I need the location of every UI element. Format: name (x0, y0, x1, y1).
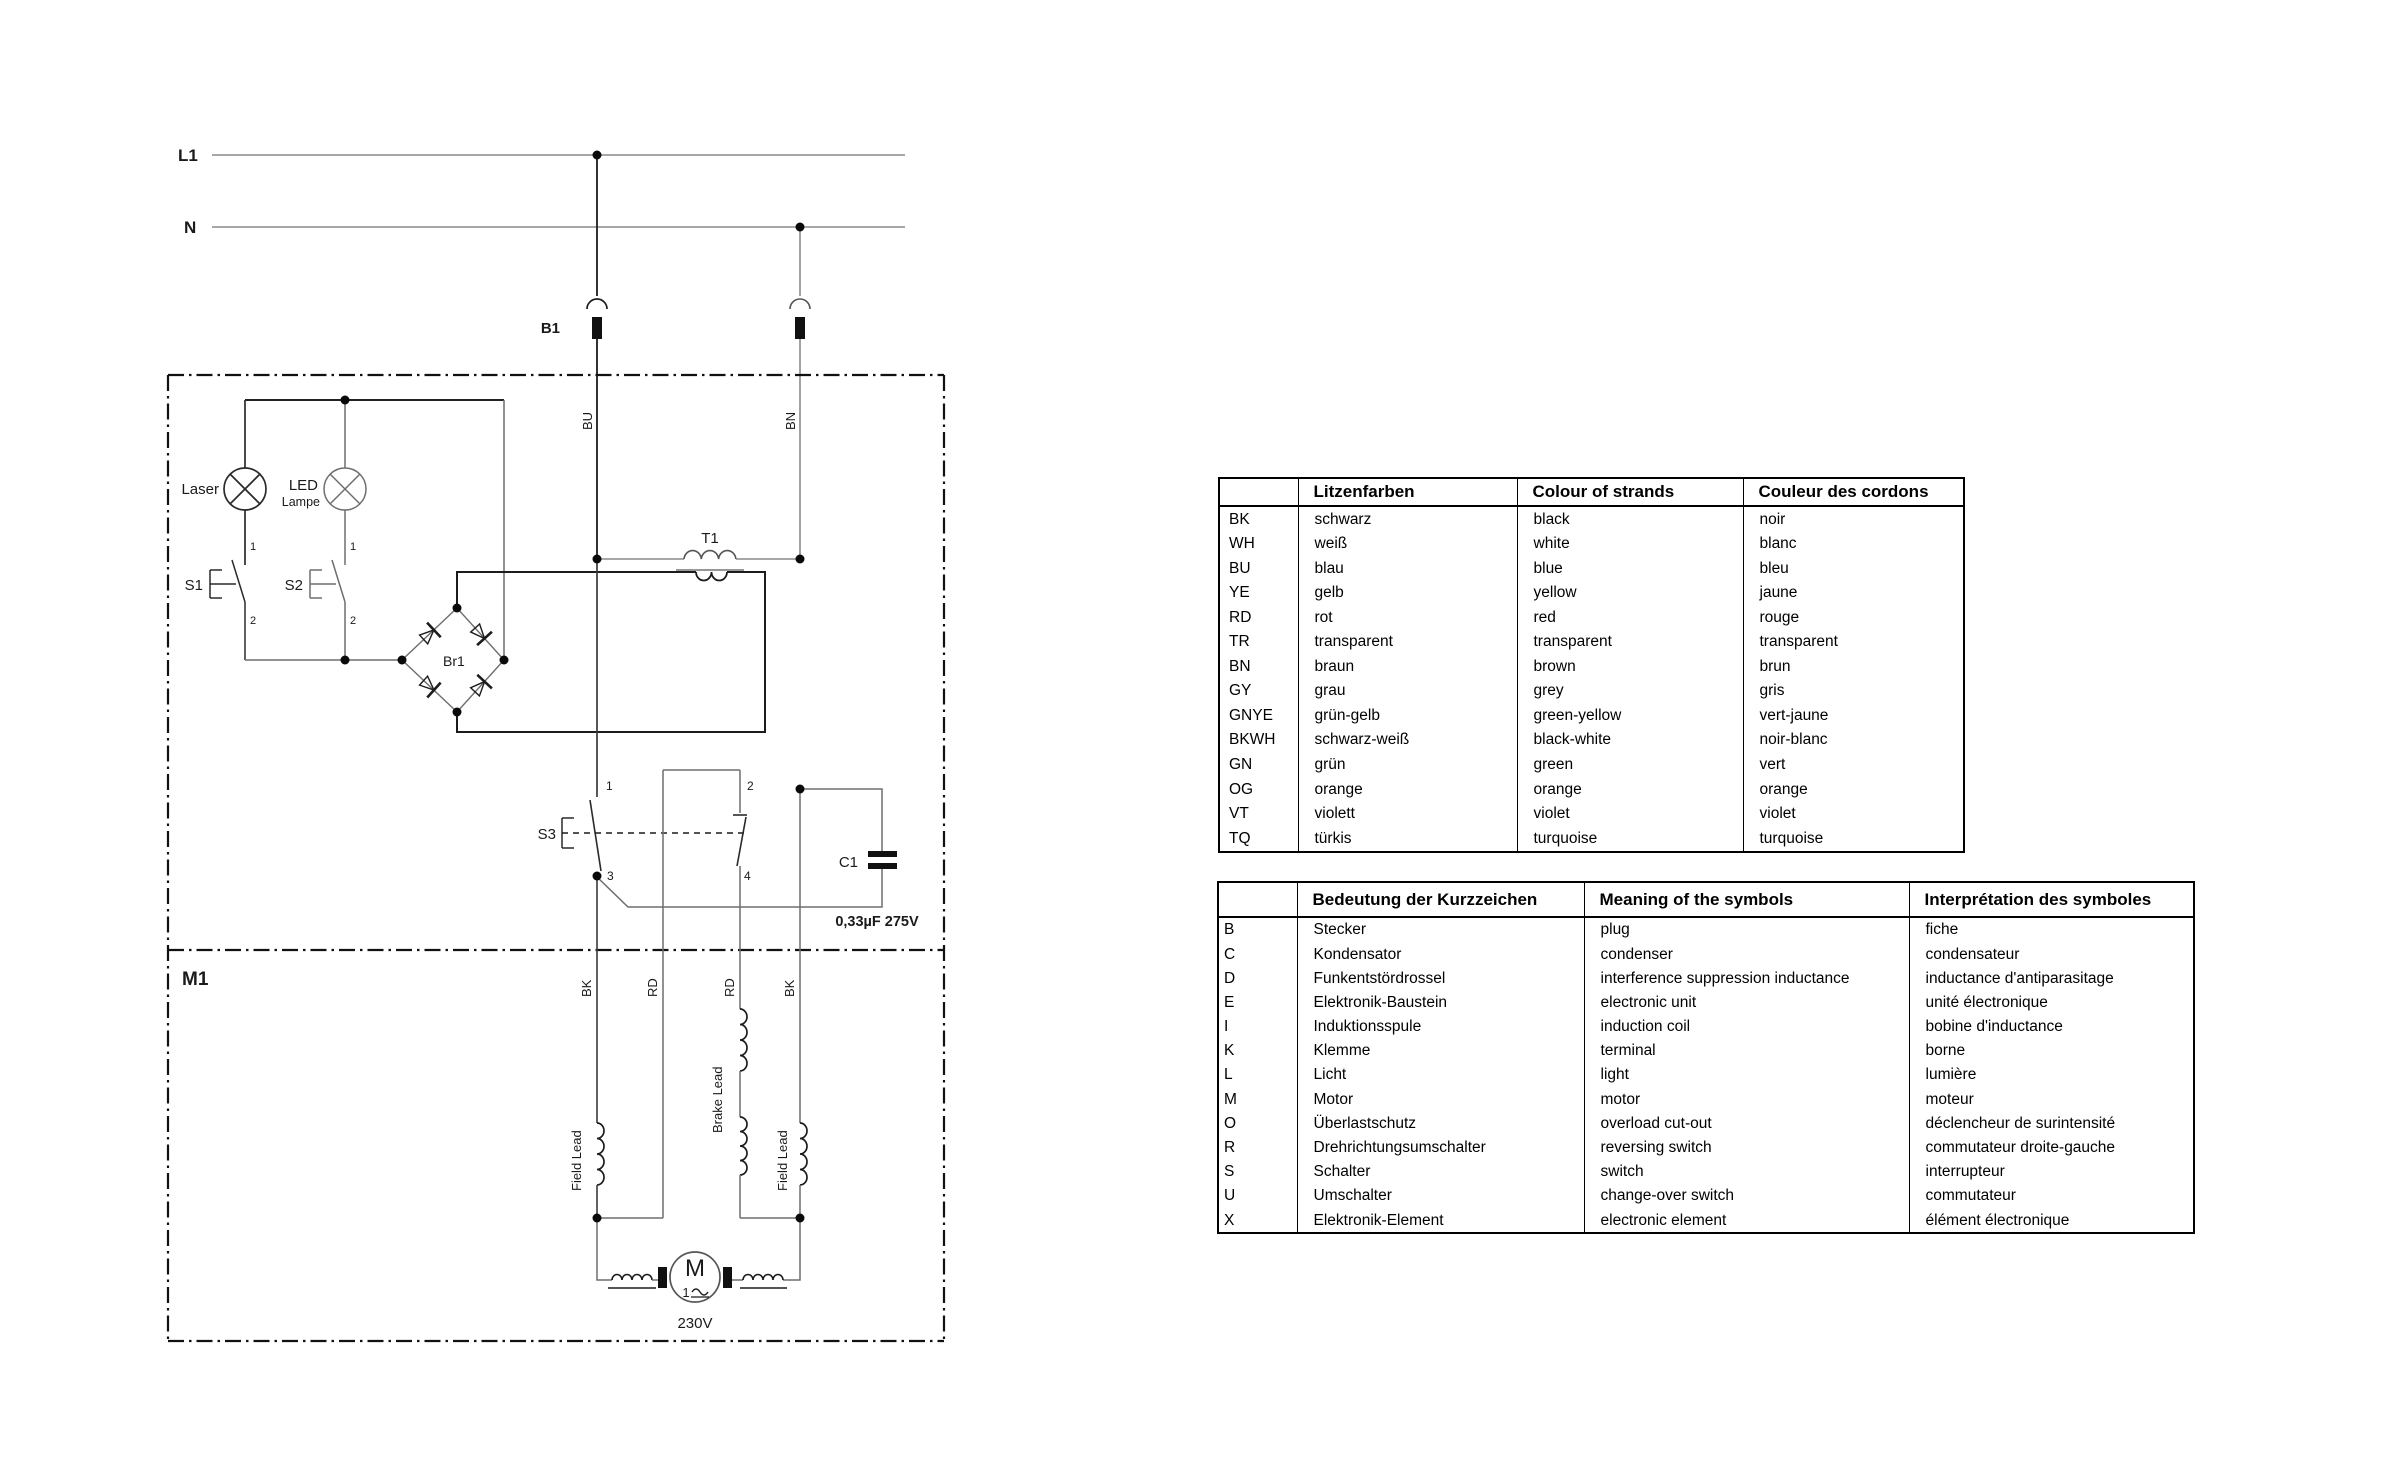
value-cell: schwarz (1298, 506, 1517, 532)
motor-voltage: 230V (677, 1315, 713, 1332)
value-cell: Licht (1297, 1063, 1584, 1087)
led-lamp-symbol (324, 400, 366, 565)
value-cell: Umschalter (1297, 1184, 1584, 1208)
value-cell: green-yellow (1517, 703, 1743, 728)
t1-label: T1 (701, 530, 719, 547)
s3-contact-1: 1 (606, 779, 613, 793)
table-row (1218, 942, 2194, 966)
value-cell: condensateur (1909, 942, 2194, 966)
table-header-row (1218, 882, 2194, 917)
table-row (1218, 991, 2194, 1015)
table-row (1219, 630, 1964, 655)
column-header (1219, 478, 1298, 506)
field-coil-icon (597, 1123, 604, 1185)
value-cell: transparent (1517, 630, 1743, 655)
code-cell: WH (1229, 535, 1255, 553)
value-cell: motor (1584, 1087, 1909, 1111)
table-row (1218, 1087, 2194, 1111)
value-cell: déclencheur de surintensité (1909, 1112, 2194, 1136)
motor-module-wiring (597, 770, 807, 1280)
brake-lead-label: Brake Lead (710, 1066, 725, 1133)
value-cell: electronic unit (1584, 991, 1909, 1015)
s1-contact-2: 2 (250, 615, 257, 627)
rd-left-wire-label: RD (645, 978, 660, 997)
transformer-t1-symbol (457, 551, 800, 732)
value-cell: orange (1743, 777, 1964, 802)
armature-coil-icon (612, 1275, 652, 1281)
table-row (1218, 1184, 2194, 1208)
value-cell: élément électronique (1909, 1208, 2194, 1233)
table-row (1219, 605, 1964, 630)
value-cell: turquoise (1743, 826, 1964, 852)
value-cell: green (1517, 752, 1743, 777)
code-cell: B (1224, 921, 1235, 939)
value-cell: bleu (1743, 556, 1964, 581)
table-row (1218, 917, 2194, 942)
value-cell: Klemme (1297, 1039, 1584, 1063)
table-header-row (1219, 478, 1964, 506)
value-cell: brown (1517, 654, 1743, 679)
value-cell: bobine d'inductance (1909, 1015, 2194, 1039)
column-header: Bedeutung der Kurzzeichen (1297, 882, 1584, 917)
value-cell: jaune (1743, 581, 1964, 606)
table-row (1218, 1160, 2194, 1184)
column-header: Meaning of the symbols (1584, 882, 1909, 917)
laser-lamp-symbol (224, 400, 266, 565)
code-cell: BN (1229, 657, 1251, 675)
s2-contact-2: 2 (350, 615, 357, 627)
value-cell: yellow (1517, 581, 1743, 606)
sine-wave-icon (692, 1289, 708, 1295)
table-row (1219, 777, 1964, 802)
code-cell: E (1224, 993, 1235, 1011)
table-row (1219, 802, 1964, 827)
led-label-2: Lampe (281, 495, 320, 509)
switch-s2-symbol (310, 560, 345, 660)
field-lead-right-label: Field Lead (775, 1130, 790, 1191)
code-cell: YE (1229, 584, 1250, 602)
code-cell: VT (1229, 805, 1249, 823)
value-cell: transparent (1743, 630, 1964, 655)
value-cell: electronic element (1584, 1208, 1909, 1233)
value-cell: Schalter (1297, 1160, 1584, 1184)
table-row (1219, 679, 1964, 704)
value-cell: rot (1298, 605, 1517, 630)
value-cell: lumière (1909, 1063, 2194, 1087)
value-cell: inductance d'antiparasitage (1909, 966, 2194, 990)
s1-label: S1 (184, 577, 203, 594)
value-cell: red (1517, 605, 1743, 630)
value-cell: turquoise (1517, 826, 1743, 852)
value-cell: Überlastschutz (1297, 1112, 1584, 1136)
table-row (1219, 728, 1964, 753)
value-cell: orange (1517, 777, 1743, 802)
value-cell: interrupteur (1909, 1160, 2194, 1184)
value-cell: grau (1298, 679, 1517, 704)
table-row (1218, 1136, 2194, 1160)
supply-rails (212, 155, 905, 227)
value-cell: schwarz-weiß (1298, 728, 1517, 753)
code-cell: O (1224, 1114, 1237, 1132)
c1-value: 0,33µF 275V (835, 914, 919, 930)
value-cell: weiß (1298, 532, 1517, 557)
value-cell: plug (1584, 917, 1909, 942)
value-cell: vert (1743, 752, 1964, 777)
code-cell: BU (1229, 559, 1251, 577)
code-cell: C (1224, 945, 1236, 963)
value-cell: condenser (1584, 942, 1909, 966)
value-cell: orange (1298, 777, 1517, 802)
value-cell: black-white (1517, 728, 1743, 753)
table-row (1219, 556, 1964, 581)
s3-contact-4: 4 (744, 869, 751, 883)
code-cell: K (1224, 1042, 1235, 1060)
rd-right-wire-label: RD (722, 978, 737, 997)
value-cell: violet (1517, 802, 1743, 827)
value-cell: violet (1743, 802, 1964, 827)
code-cell: GY (1229, 682, 1252, 700)
value-cell: moteur (1909, 1087, 2194, 1111)
table-row (1218, 1039, 2194, 1063)
code-cell: R (1224, 1139, 1236, 1157)
b1-label: B1 (540, 320, 560, 337)
code-cell: TQ (1229, 829, 1251, 847)
column-header: Colour of strands (1517, 478, 1743, 506)
field-lead-left-label: Field Lead (569, 1130, 584, 1191)
brush-icon (658, 1267, 667, 1288)
value-cell: grün-gelb (1298, 703, 1517, 728)
bu-wire-label: BU (580, 411, 595, 430)
s2-contact-1: 1 (350, 541, 357, 553)
armature-coil-icon (743, 1275, 783, 1281)
enclosure-border (168, 375, 944, 1341)
code-cell: BKWH (1229, 731, 1276, 749)
code-cell: L (1224, 1066, 1233, 1084)
code-cell: TR (1229, 633, 1250, 651)
value-cell: vert-jaune (1743, 703, 1964, 728)
laser-label: Laser (181, 481, 219, 498)
circuit-diagram (0, 0, 1000, 1477)
brush-icon (723, 1267, 732, 1288)
code-cell: X (1224, 1211, 1235, 1229)
value-cell: change-over switch (1584, 1184, 1909, 1208)
table-row (1218, 1063, 2194, 1087)
brake-coil-icon (740, 1117, 747, 1175)
s3-contact-3: 3 (607, 869, 614, 883)
bk-right-wire-label: BK (782, 979, 797, 997)
value-cell: Drehrichtungsumschalter (1297, 1136, 1584, 1160)
column-header: Interprétation des symboles (1909, 882, 2194, 917)
capacitor-plate-icon (868, 851, 897, 857)
table-row (1218, 1208, 2194, 1233)
color-code-table (1218, 477, 1965, 853)
symbol-legend-table (1217, 881, 2195, 1234)
value-cell: induction coil (1584, 1015, 1909, 1039)
switch-s3-symbol (562, 770, 748, 871)
column-header: Couleur des cordons (1743, 478, 1964, 506)
code-cell: RD (1229, 608, 1252, 626)
table-row (1219, 752, 1964, 777)
junction-dots (341, 151, 805, 1223)
table-row (1219, 826, 1964, 852)
code-cell: I (1224, 1018, 1229, 1036)
value-cell: gelb (1298, 581, 1517, 606)
switch-s1-symbol (210, 560, 245, 660)
c1-label: C1 (838, 854, 858, 871)
br1-label: Br1 (443, 653, 465, 669)
column-header (1218, 882, 1297, 917)
value-cell: brun (1743, 654, 1964, 679)
code-cell: D (1224, 969, 1236, 987)
m1-label: M1 (182, 969, 209, 990)
value-cell: commutateur droite-gauche (1909, 1136, 2194, 1160)
column-header: Litzenfarben (1298, 478, 1517, 506)
value-cell: Kondensator (1297, 942, 1584, 966)
table-row (1218, 1112, 2194, 1136)
table-row (1219, 532, 1964, 557)
socket-arc-icon (587, 299, 607, 309)
l1-label: L1 (178, 146, 198, 165)
table-row (1219, 506, 1964, 532)
value-cell: borne (1909, 1039, 2194, 1063)
bk-left-wire-label: BK (579, 979, 594, 997)
value-cell: violett (1298, 802, 1517, 827)
code-cell: S (1224, 1163, 1235, 1181)
value-cell: braun (1298, 654, 1517, 679)
s2-label: S2 (284, 577, 303, 594)
value-cell: transparent (1298, 630, 1517, 655)
table-row (1218, 966, 2194, 990)
code-cell: GNYE (1229, 706, 1273, 724)
value-cell: grey (1517, 679, 1743, 704)
socket-arc-icon (790, 299, 810, 309)
value-cell: Motor (1297, 1087, 1584, 1111)
value-cell: Elektronik-Element (1297, 1208, 1584, 1233)
plug-pin-icon (795, 317, 805, 339)
code-cell: M (1224, 1090, 1237, 1108)
value-cell: reversing switch (1584, 1136, 1909, 1160)
plug-pin-icon (592, 317, 602, 339)
table-row (1219, 581, 1964, 606)
s1-contact-1: 1 (250, 541, 257, 553)
value-cell: Stecker (1297, 917, 1584, 942)
value-cell: noir (1743, 506, 1964, 532)
code-cell: GN (1229, 755, 1253, 773)
value-cell: rouge (1743, 605, 1964, 630)
value-cell: interference suppression inductance (1584, 966, 1909, 990)
value-cell: türkis (1298, 826, 1517, 852)
value-cell: Induktionsspule (1297, 1015, 1584, 1039)
table-row (1219, 703, 1964, 728)
motor-letter: M (685, 1255, 705, 1282)
field-coil-icon (800, 1123, 807, 1185)
brake-coil-icon (740, 1009, 747, 1071)
value-cell: fiche (1909, 917, 2194, 942)
value-cell: light (1584, 1063, 1909, 1087)
capacitor-plate-icon (868, 863, 897, 869)
code-cell: BK (1229, 510, 1250, 528)
value-cell: blue (1517, 556, 1743, 581)
value-cell: overload cut-out (1584, 1112, 1909, 1136)
led-label: LED (288, 477, 318, 494)
capacitor-c1-symbol (597, 789, 897, 907)
value-cell: noir-blanc (1743, 728, 1964, 753)
value-cell: gris (1743, 679, 1964, 704)
value-cell: terminal (1584, 1039, 1909, 1063)
motor-phase: 1 (682, 1285, 690, 1300)
table-row (1218, 1015, 2194, 1039)
value-cell: Elektronik-Baustein (1297, 991, 1584, 1015)
value-cell: unité électronique (1909, 991, 2194, 1015)
s3-contact-2: 2 (747, 779, 754, 793)
n-label: N (184, 218, 197, 237)
value-cell: black (1517, 506, 1743, 532)
s3-label: S3 (537, 826, 556, 843)
plug-connector-b1 (587, 155, 810, 559)
value-cell: blau (1298, 556, 1517, 581)
bn-wire-label: BN (783, 411, 798, 430)
value-cell: commutateur (1909, 1184, 2194, 1208)
value-cell: switch (1584, 1160, 1909, 1184)
value-cell: Funkentstördrossel (1297, 966, 1584, 990)
value-cell: blanc (1743, 532, 1964, 557)
table-row (1219, 654, 1964, 679)
value-cell: white (1517, 532, 1743, 557)
code-cell: OG (1229, 780, 1254, 798)
code-cell: U (1224, 1187, 1236, 1205)
value-cell: grün (1298, 752, 1517, 777)
